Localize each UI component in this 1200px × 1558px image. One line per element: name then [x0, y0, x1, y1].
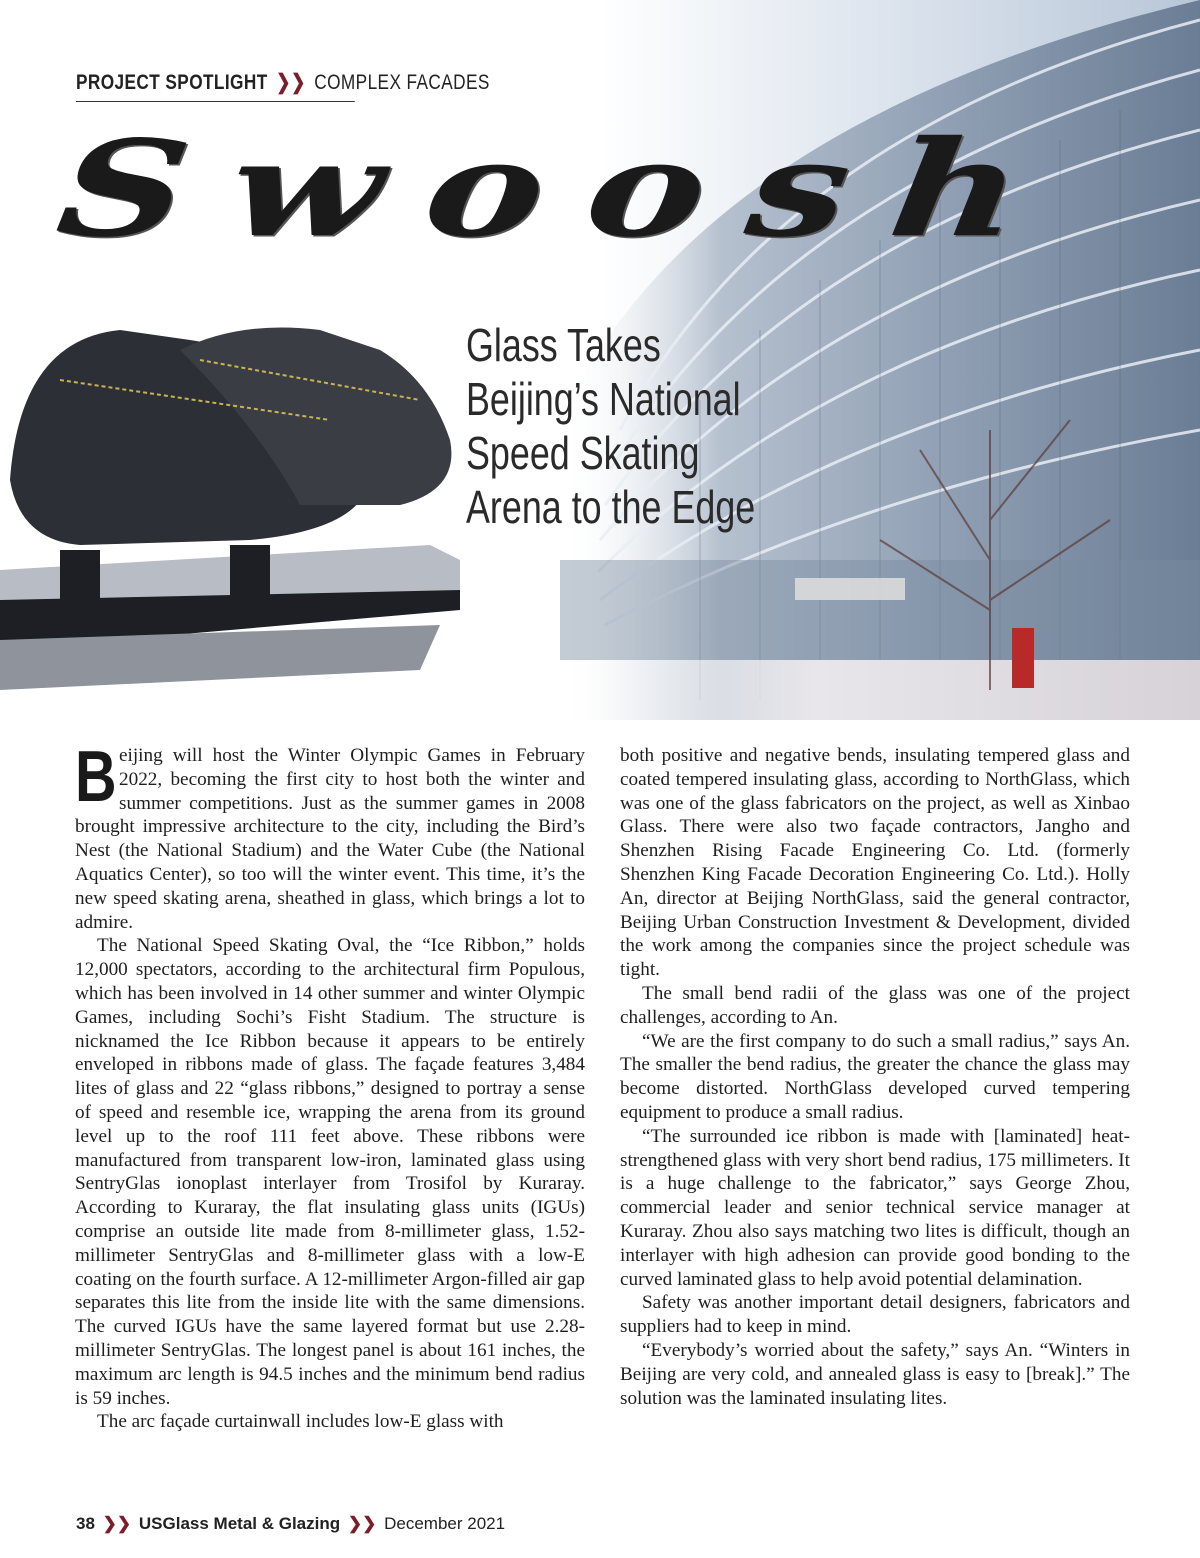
- deck-line: Arena to the Edge: [466, 481, 756, 533]
- article-paragraph: The small bend radii of the glass was one of the project challenges, according to An.: [620, 982, 1130, 1028]
- article-paragraph: The National Speed Skating Oval, the “Ice Ribbon,” holds 12,000 spectators, according to the architectural firm Populous, which has been involved in 14 other summer and winter Olympic Games, including Sochi’s Fisht Stadium. The structure is nicknamed the Ice Ribbon because it appears to be entirely enveloped in ribbons made of glass. The façade features 3,484 lites of glass and 22 “glass ribbons,” designed to portray a sense of speed and resemble ice, wrapping the arena from its ground level up to the roof 111 feet above. These ribbons were manufactured from transparent low-iron, laminated glass using SentryGlas ionoplast interlayer from Trosifol by Kuraray. According to Kuraray, the flat insulating glass units (IGUs) comprise an outside lite made from 8-millimeter glass, 1.52-millimeter SentryGlas and 8-millimeter glass with a low-E coating on the fourth surface. A 12-millimeter Argon-filled air gap separates this lite from the inside lite with the same dimensions. The curved IGUs have the same layered format but use 2.28-millimeter SentryGlas. The longest panel is about 161 inches, the maximum arc length is 94.5 inches and the minimum bend radius is 59 inches.: [75, 935, 585, 1409]
- footer-chevron-icon: ❯❯: [347, 1514, 377, 1533]
- article-paragraph: Beijing will host the Winter Olympic Games in February 2022, becoming the first city to host both the winter and summer competitions. Just as the summer games in 2008 brought impressive architecture to the city, including the Bird’s Nest (the National Stadium) and the Water Cube (the National Aquatics Center), so too will the winter event. This time, it’s the new speed skating arena, sheathed in glass, which brings a lot to admire.: [75, 737, 585, 933]
- deck-line: Speed Skating: [466, 427, 700, 479]
- article-paragraph: Safety was another important detail designers, fabricators and suppliers had to keep in mind.: [620, 1292, 1130, 1338]
- kicker-section: PROJECT SPOTLIGHT: [76, 71, 268, 94]
- article-column-right: [620, 744, 1130, 1410]
- page-footer: [76, 1514, 505, 1534]
- article-paragraph: “Everybody’s worried about the safety,” says An. “Winters in Beijing are very cold, and annealed glass is easy to [break].” The solution was the laminated insulating lites.: [620, 1339, 1130, 1409]
- kicker-chevron-icon: ❯❯: [276, 71, 306, 94]
- article-column-left: [75, 737, 585, 1434]
- article-paragraph: The arc façade curtainwall includes low-E glass with: [97, 1411, 504, 1433]
- magazine-name: USGlass Metal & Glazing: [138, 1514, 341, 1533]
- section-kicker: [76, 70, 490, 102]
- article-paragraph: both positive and negative bends, insulating tempered glass and coated tempered insulating glass, according to NorthGlass, which was one of the glass fabricators on the project, as well as Xinbao Glass. There were also two façade contractors, Jangho and Shenzhen Rising Facade Engineering Co. Ltd. (formerly Shenzhen King Facade Decoration Engineering Co. Ltd.). Holly An, director at Beijing NorthGlass, said the general contractor, Beijing Urban Construction Investment & Development, divided the work among the companies since the project schedule was tight.: [620, 745, 1130, 981]
- article-paragraph: “The surrounded ice ribbon is made with [laminated] heat-strengthened glass with very short bend radius, 175 millimeters. It is a huge challenge to the fabricator,” says George Zhou, commercial leader and senior technical service manager at Kuraray. Zhou also says matching two lites is difficult, though an interlayer with high adhesion can provide good bonding to the curved laminated glass to help avoid potential delamination.: [620, 1125, 1130, 1290]
- drop-cap: B: [75, 737, 117, 817]
- article-paragraph: “We are the first company to do such a small radius,” says An. The smaller the bend radius, the greater the chance the glass may become distorted. NorthGlass developed curved tempering equipment to produce a small radius.: [620, 1030, 1130, 1123]
- kicker-topic: COMPLEX FACADES: [314, 71, 490, 94]
- deck-line: Glass Takes: [466, 319, 661, 371]
- deck-line: Beijing’s National: [466, 373, 741, 425]
- footer-chevron-icon: ❯❯: [102, 1514, 132, 1533]
- article-title: Swoosh: [49, 111, 1076, 267]
- issue-date: December 2021: [384, 1514, 506, 1533]
- page-number: 38: [76, 1514, 95, 1533]
- article-deck: [466, 318, 756, 534]
